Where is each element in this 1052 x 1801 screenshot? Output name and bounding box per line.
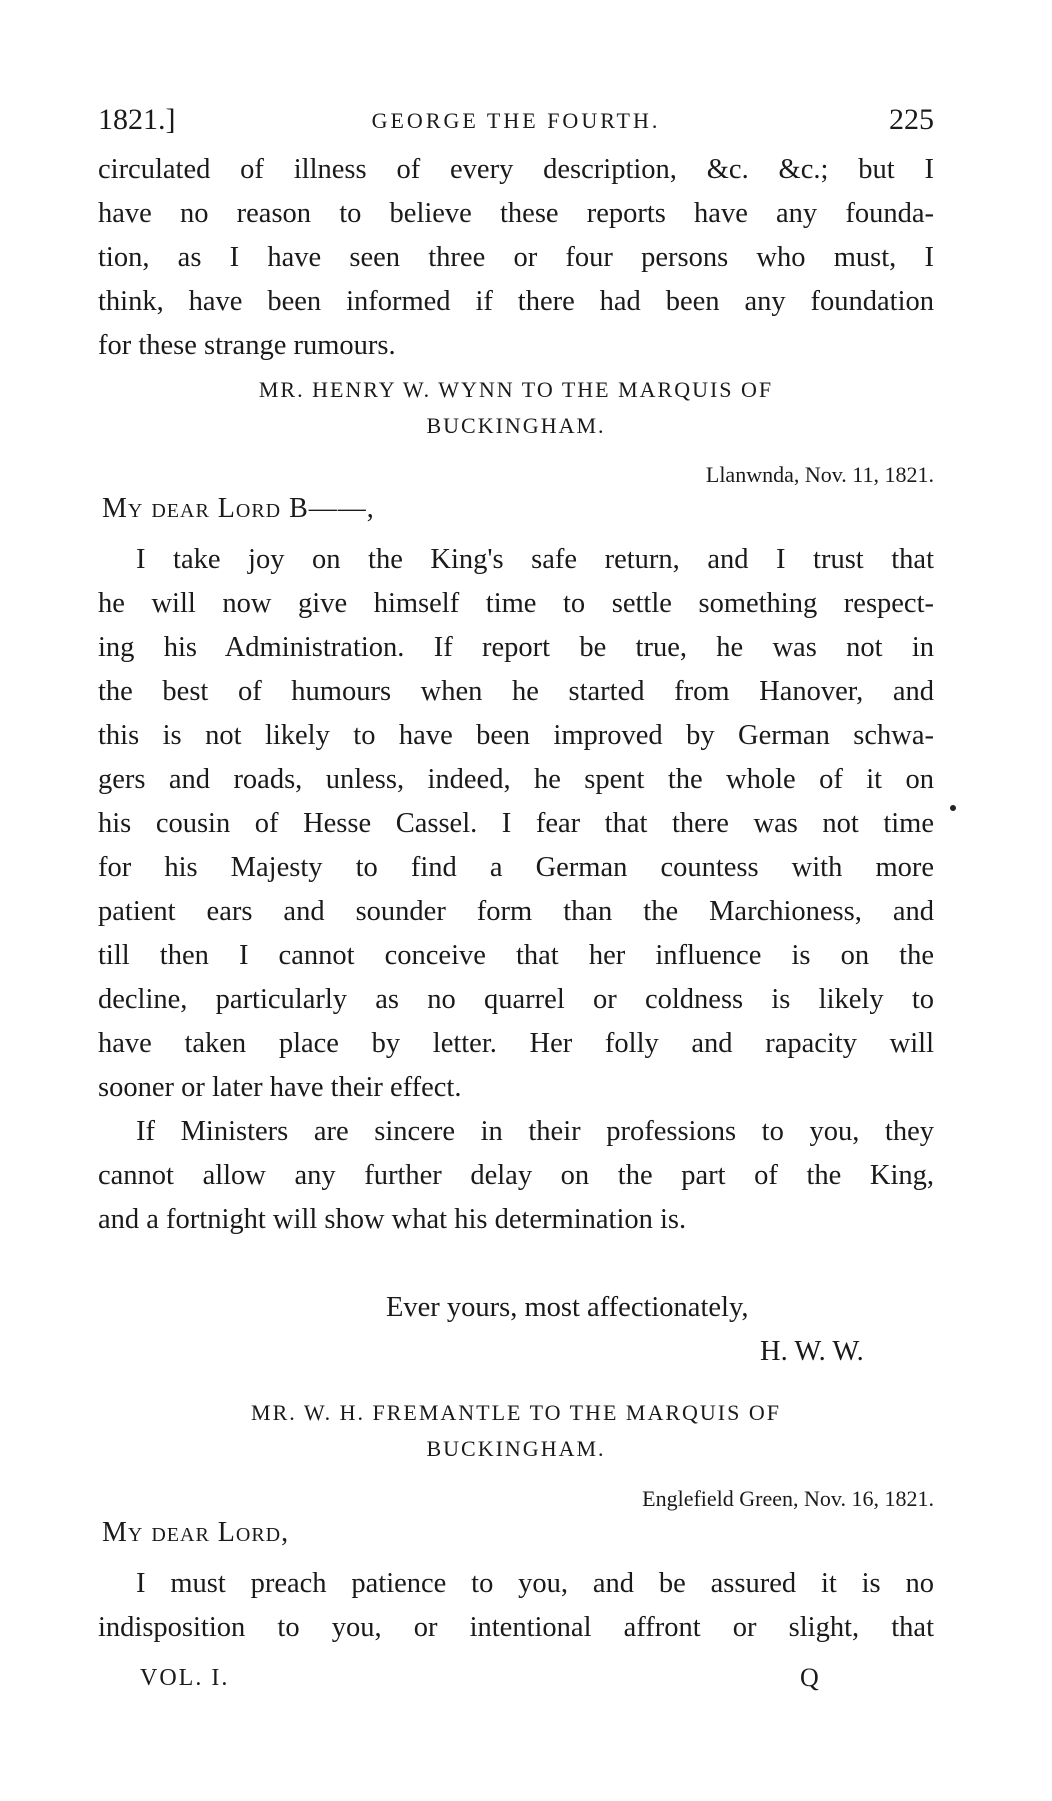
text-line: his cousin of Hesse Cassel. I fear that there was not time: [98, 808, 934, 839]
letter-salutation: My dear Lord,: [102, 1517, 290, 1548]
letter-paragraph: [98, 1562, 934, 1650]
letter-heading-line: BUCKINGHAM.: [426, 413, 606, 438]
text-line: till then I cannot conceive that her influence is on the: [98, 940, 934, 971]
letter-salutation: My dear Lord B——,: [102, 493, 375, 524]
text-line: he will now give himself time to settle something respect-: [98, 588, 934, 619]
text-line: sooner or later have their effect.: [98, 1072, 462, 1103]
paragraph-continued: [98, 148, 934, 368]
letter-heading-line: MR. W. H. FREMANTLE TO THE MARQUIS OF: [251, 1400, 781, 1425]
margin-dot: [950, 805, 956, 811]
letter-dateline: Llanwnda, Nov. 11, 1821.: [705, 462, 934, 487]
footer-signature-mark: Q: [800, 1663, 819, 1692]
letter-signature: H. W. W.: [760, 1336, 864, 1367]
text-line: tion, as I have seen three or four persons who must, I: [98, 242, 934, 273]
text-line: have no reason to believe these reports have any founda-: [98, 198, 934, 229]
letter-heading-line: BUCKINGHAM.: [426, 1436, 606, 1461]
letter-heading: [98, 1395, 934, 1467]
letter-heading: [98, 372, 934, 444]
text-line: for these strange rumours.: [98, 330, 396, 361]
text-line: think, have been informed if there had been any foundation: [98, 286, 934, 317]
footer-volume: VOL. I.: [140, 1665, 230, 1691]
text-line: and a fortnight will show what his determination is.: [98, 1204, 687, 1235]
text-line: I take joy on the King's safe return, and I trust that: [136, 544, 934, 575]
text-line: indisposition to you, or intentional affront or slight, that: [98, 1612, 934, 1643]
text-line: this is not likely to have been improved by German schwa-: [98, 720, 934, 751]
letter-dateline: Englefield Green, Nov. 16, 1821.: [642, 1486, 934, 1511]
running-head: [98, 103, 934, 143]
text-line: I must preach patience to you, and be assured it is no: [136, 1568, 934, 1599]
letter-closing: Ever yours, most affectionately,: [386, 1292, 749, 1323]
text-line: gers and roads, unless, indeed, he spent the whole of it on: [98, 764, 934, 795]
text-line: the best of humours when he started from Hanover, and: [98, 676, 934, 707]
text-line: circulated of illness of every description, &c. &c.; but I: [98, 154, 934, 185]
running-head-year: 1821.]: [98, 103, 176, 136]
letter-paragraph: [98, 538, 934, 1242]
page-number: 225: [889, 103, 934, 136]
text-line: have taken place by letter. Her folly and rapacity will: [98, 1028, 934, 1059]
text-line: patient ears and sounder form than the Marchioness, and: [98, 896, 934, 927]
text-line: for his Majesty to find a German countess with more: [98, 852, 934, 883]
text-line: If Ministers are sincere in their professions to you, they: [136, 1116, 934, 1147]
text-line: ing his Administration. If report be true, he was not in: [98, 632, 934, 663]
text-line: decline, particularly as no quarrel or coldness is likely to: [98, 984, 934, 1015]
letter-heading-line: MR. HENRY W. WYNN TO THE MARQUIS OF: [258, 377, 774, 402]
text-line: cannot allow any further delay on the part of the King,: [98, 1160, 934, 1191]
running-head-title: GEORGE THE FOURTH.: [371, 108, 661, 133]
